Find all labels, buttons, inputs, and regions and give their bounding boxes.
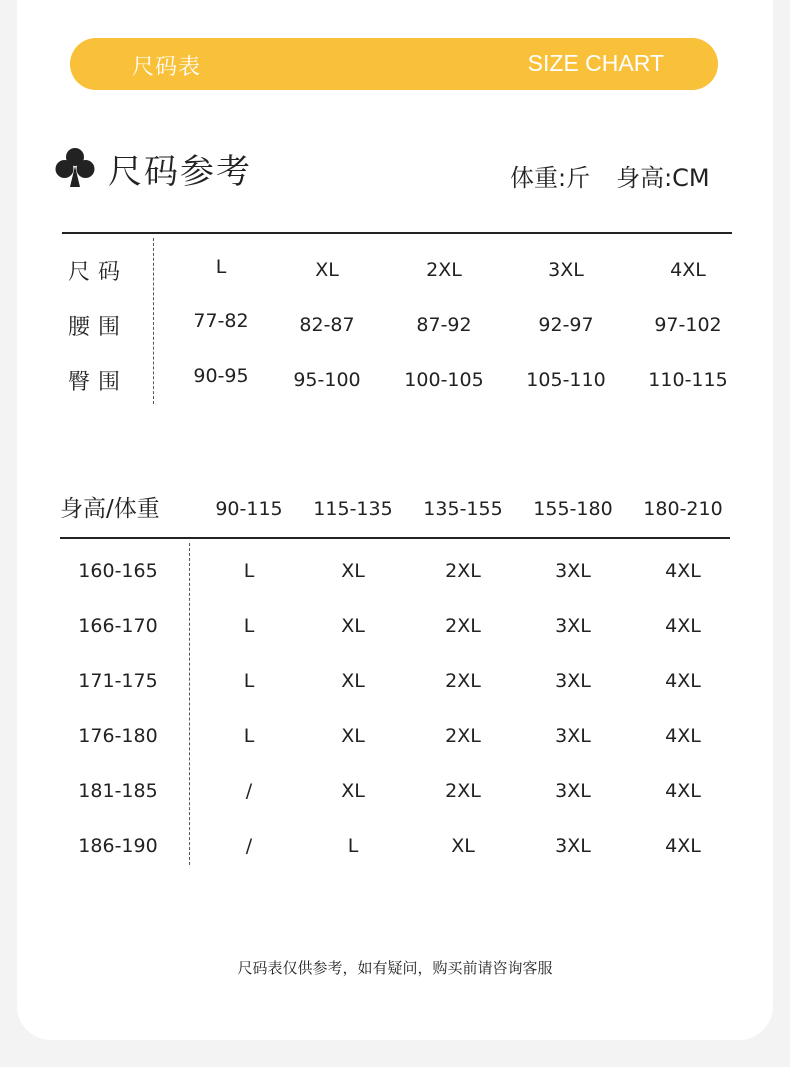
height-label: 186-190 [78, 835, 158, 857]
table-cell: 87-92 [416, 314, 472, 336]
table-cell: 97-102 [654, 314, 722, 336]
height-label: 166-170 [78, 615, 158, 637]
table-cell: 2XL [426, 259, 462, 281]
table-cell: 95-100 [293, 369, 361, 391]
table1-top-rule [62, 232, 732, 234]
weight-header: 155-180 [533, 498, 613, 520]
table-cell: XL [341, 780, 365, 802]
table-cell: 4XL [665, 670, 701, 692]
table-cell: 3XL [555, 670, 591, 692]
banner-title-cn: 尺码表 [132, 55, 202, 80]
table-cell: XL [341, 725, 365, 747]
table-cell: L [215, 256, 227, 278]
height-label: 181-185 [78, 780, 158, 802]
table-cell: 2XL [445, 780, 481, 802]
table-cell: 3XL [555, 835, 591, 857]
table2-corner-label: 身高/体重 [60, 496, 160, 522]
table-cell: 2XL [445, 615, 481, 637]
table-cell: 4XL [665, 615, 701, 637]
weight-header: 180-210 [643, 498, 723, 520]
table-cell: 3XL [555, 560, 591, 582]
size-chart-banner [70, 38, 718, 90]
table-cell: L [243, 560, 255, 582]
table-cell: XL [315, 259, 339, 281]
table-cell: / [245, 835, 253, 857]
weight-header: 115-135 [313, 498, 393, 520]
table-cell: 92-97 [538, 314, 594, 336]
weight-unit: 体重:斤 [510, 164, 591, 192]
table2-divider [189, 543, 190, 865]
weight-header: 90-115 [215, 498, 283, 520]
section-title: 尺码参考 [108, 152, 252, 192]
table-cell: 3XL [548, 259, 584, 281]
row-label-waist: 腰围 [68, 315, 129, 340]
banner-title-en: SIZE CHART [527, 50, 664, 76]
table-cell: L [347, 835, 359, 857]
table-cell: / [245, 780, 253, 802]
footer-note: 尺码表仅供参考，如有疑问，购买前请咨询客服 [237, 959, 553, 977]
table-cell: XL [341, 615, 365, 637]
table-cell: 4XL [665, 725, 701, 747]
table-cell: 2XL [445, 670, 481, 692]
table-cell: 77-82 [193, 310, 249, 332]
table-cell: XL [341, 670, 365, 692]
row-label-size: 尺码 [68, 260, 129, 285]
table-cell: 105-110 [526, 369, 606, 391]
table-cell: XL [341, 560, 365, 582]
table-cell: 4XL [665, 835, 701, 857]
units-legend [510, 158, 710, 193]
table-cell: 4XL [665, 560, 701, 582]
height-unit: 身高:CM [616, 164, 710, 192]
table-cell: 4XL [670, 259, 706, 281]
table2-top-rule [60, 537, 730, 539]
table-cell: 100-105 [404, 369, 484, 391]
table-cell: 3XL [555, 615, 591, 637]
table-cell: 110-115 [648, 369, 728, 391]
row-label-hip: 臀围 [68, 370, 129, 395]
table-cell: 4XL [665, 780, 701, 802]
table-cell: 2XL [445, 560, 481, 582]
table-cell: 3XL [555, 780, 591, 802]
table-cell: 90-95 [193, 365, 249, 387]
table-cell: 82-87 [299, 314, 355, 336]
table-cell: L [243, 615, 255, 637]
table-cell: L [243, 670, 255, 692]
height-label: 171-175 [78, 670, 158, 692]
table-cell: 3XL [555, 725, 591, 747]
clubs-icon [54, 146, 96, 188]
table-cell: L [243, 725, 255, 747]
table-cell: 2XL [445, 725, 481, 747]
table1-divider [153, 238, 154, 404]
table-cell: XL [451, 835, 475, 857]
height-label: 160-165 [78, 560, 158, 582]
height-label: 176-180 [78, 725, 158, 747]
weight-header: 135-155 [423, 498, 503, 520]
